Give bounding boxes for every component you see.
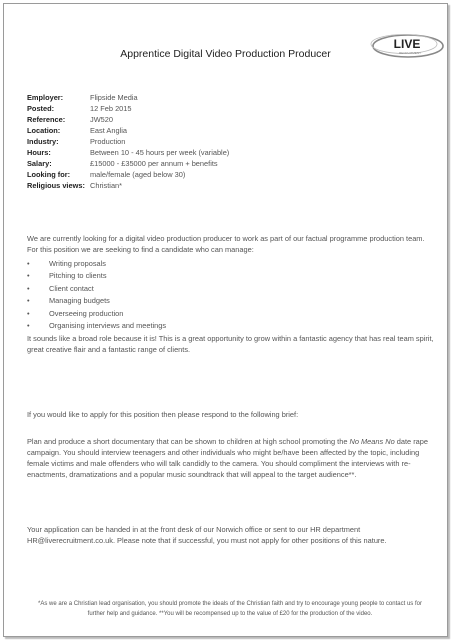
detail-label: Hours:: [27, 148, 51, 157]
detail-label: Posted:: [27, 104, 55, 113]
list-item: [27, 308, 166, 320]
detail-row: [27, 114, 229, 125]
list-item-text: Pitching to clients: [49, 271, 107, 281]
detail-label: Employer:: [27, 93, 64, 102]
list-item-text: Client contact: [49, 283, 94, 293]
detail-row: [27, 136, 229, 147]
detail-row: [27, 125, 229, 136]
list-item-text: Overseeing production: [49, 308, 124, 318]
detail-value: Christian*: [90, 181, 123, 190]
svg-text:RECRUITMENT: RECRUITMENT: [399, 51, 421, 55]
list-item-text: Organising interviews and meetings: [49, 321, 167, 331]
detail-value: Between 10 - 45 hours per week (variable): [90, 148, 230, 157]
detail-row: [27, 180, 229, 191]
bullet-icon: •: [27, 321, 30, 331]
detail-value: JW520: [90, 115, 114, 124]
detail-value: East Anglia: [90, 126, 127, 135]
detail-row: [27, 147, 229, 158]
detail-label: Salary:: [27, 159, 52, 168]
bullet-icon: •: [27, 259, 30, 268]
detail-label: Religious views:: [27, 181, 85, 190]
list-item: [27, 258, 166, 270]
detail-value: £15000 - £35000 per annum + benefits: [90, 159, 218, 168]
list-item-text: Writing proposals: [49, 259, 106, 268]
detail-row: [27, 103, 229, 114]
detail-value: Production: [90, 137, 126, 146]
campaign-name: No Means No: [349, 437, 395, 446]
job-details: [27, 92, 229, 191]
detail-row: [27, 92, 229, 103]
detail-label: Reference:: [27, 115, 66, 124]
brief-text: Plan and produce a short documentary that can be shown to children at high school promoting the: [27, 437, 350, 446]
list-item: [27, 283, 166, 295]
detail-label: Industry:: [27, 137, 59, 146]
detail-label: Location:: [27, 126, 61, 135]
application-paragraph: Your application can be handed in at the front desk of our Norwich office or sent to our HR department HR@liverecruitment.co.uk. Please note that if successful, you must not apply for other positions of this nature.: [27, 525, 387, 545]
brief-text-continued: date rape campaign. You should interview teenagers and other individuals who might be/have been affected by the topic, including female victims and male offenders who will talk candidly to the camera. You should compliment the interviews with re-enactments, dramatizations and a popular music soundtrack that will appeal to the target audience**.: [27, 437, 428, 479]
bullet-icon: •: [27, 271, 30, 281]
responsibilities-list: [27, 258, 166, 332]
detail-value: Flipside Media: [90, 93, 138, 102]
list-item: [27, 295, 166, 307]
detail-row: [27, 169, 229, 180]
footnote: *As we are a Christian lead organisation, you should promote the ideals of the Christian faith and try to encourage young people to contact us for further help and guidance. **You will be recompensed up to the value of £20 for the production of the video.: [38, 601, 422, 617]
list-item: [27, 320, 166, 332]
detail-row: [27, 158, 229, 169]
bullet-icon: •: [27, 296, 30, 306]
list-item: [27, 270, 166, 282]
intro-paragraph: We are currently looking for a digital video production producer to work as part of our factual programme production team. For this position we are seeking to find a candidate who can manage:: [27, 234, 425, 254]
bullet-icon: •: [27, 308, 30, 318]
detail-value: 12 Feb 2015: [90, 104, 132, 113]
document-title: Apprentice Digital Video Production Producer: [120, 48, 331, 60]
detail-label: Looking for:: [27, 170, 71, 179]
role-summary-paragraph: It sounds like a broad role because it is! This is a great opportunity to grow within a fantastic agency that has real team spirit, great creative flair and a fantastic range of clients.: [27, 334, 434, 354]
detail-value: male/female (aged below 30): [90, 170, 186, 179]
brief-paragraph: [27, 436, 437, 480]
apply-intro-paragraph: If you would like to apply for this position then please respond to the following brief:: [27, 410, 299, 419]
bullet-icon: •: [27, 283, 30, 293]
list-item-text: Managing budgets: [49, 296, 110, 306]
document-page: [3, 3, 448, 637]
svg-text:LIVE: LIVE: [393, 37, 421, 51]
